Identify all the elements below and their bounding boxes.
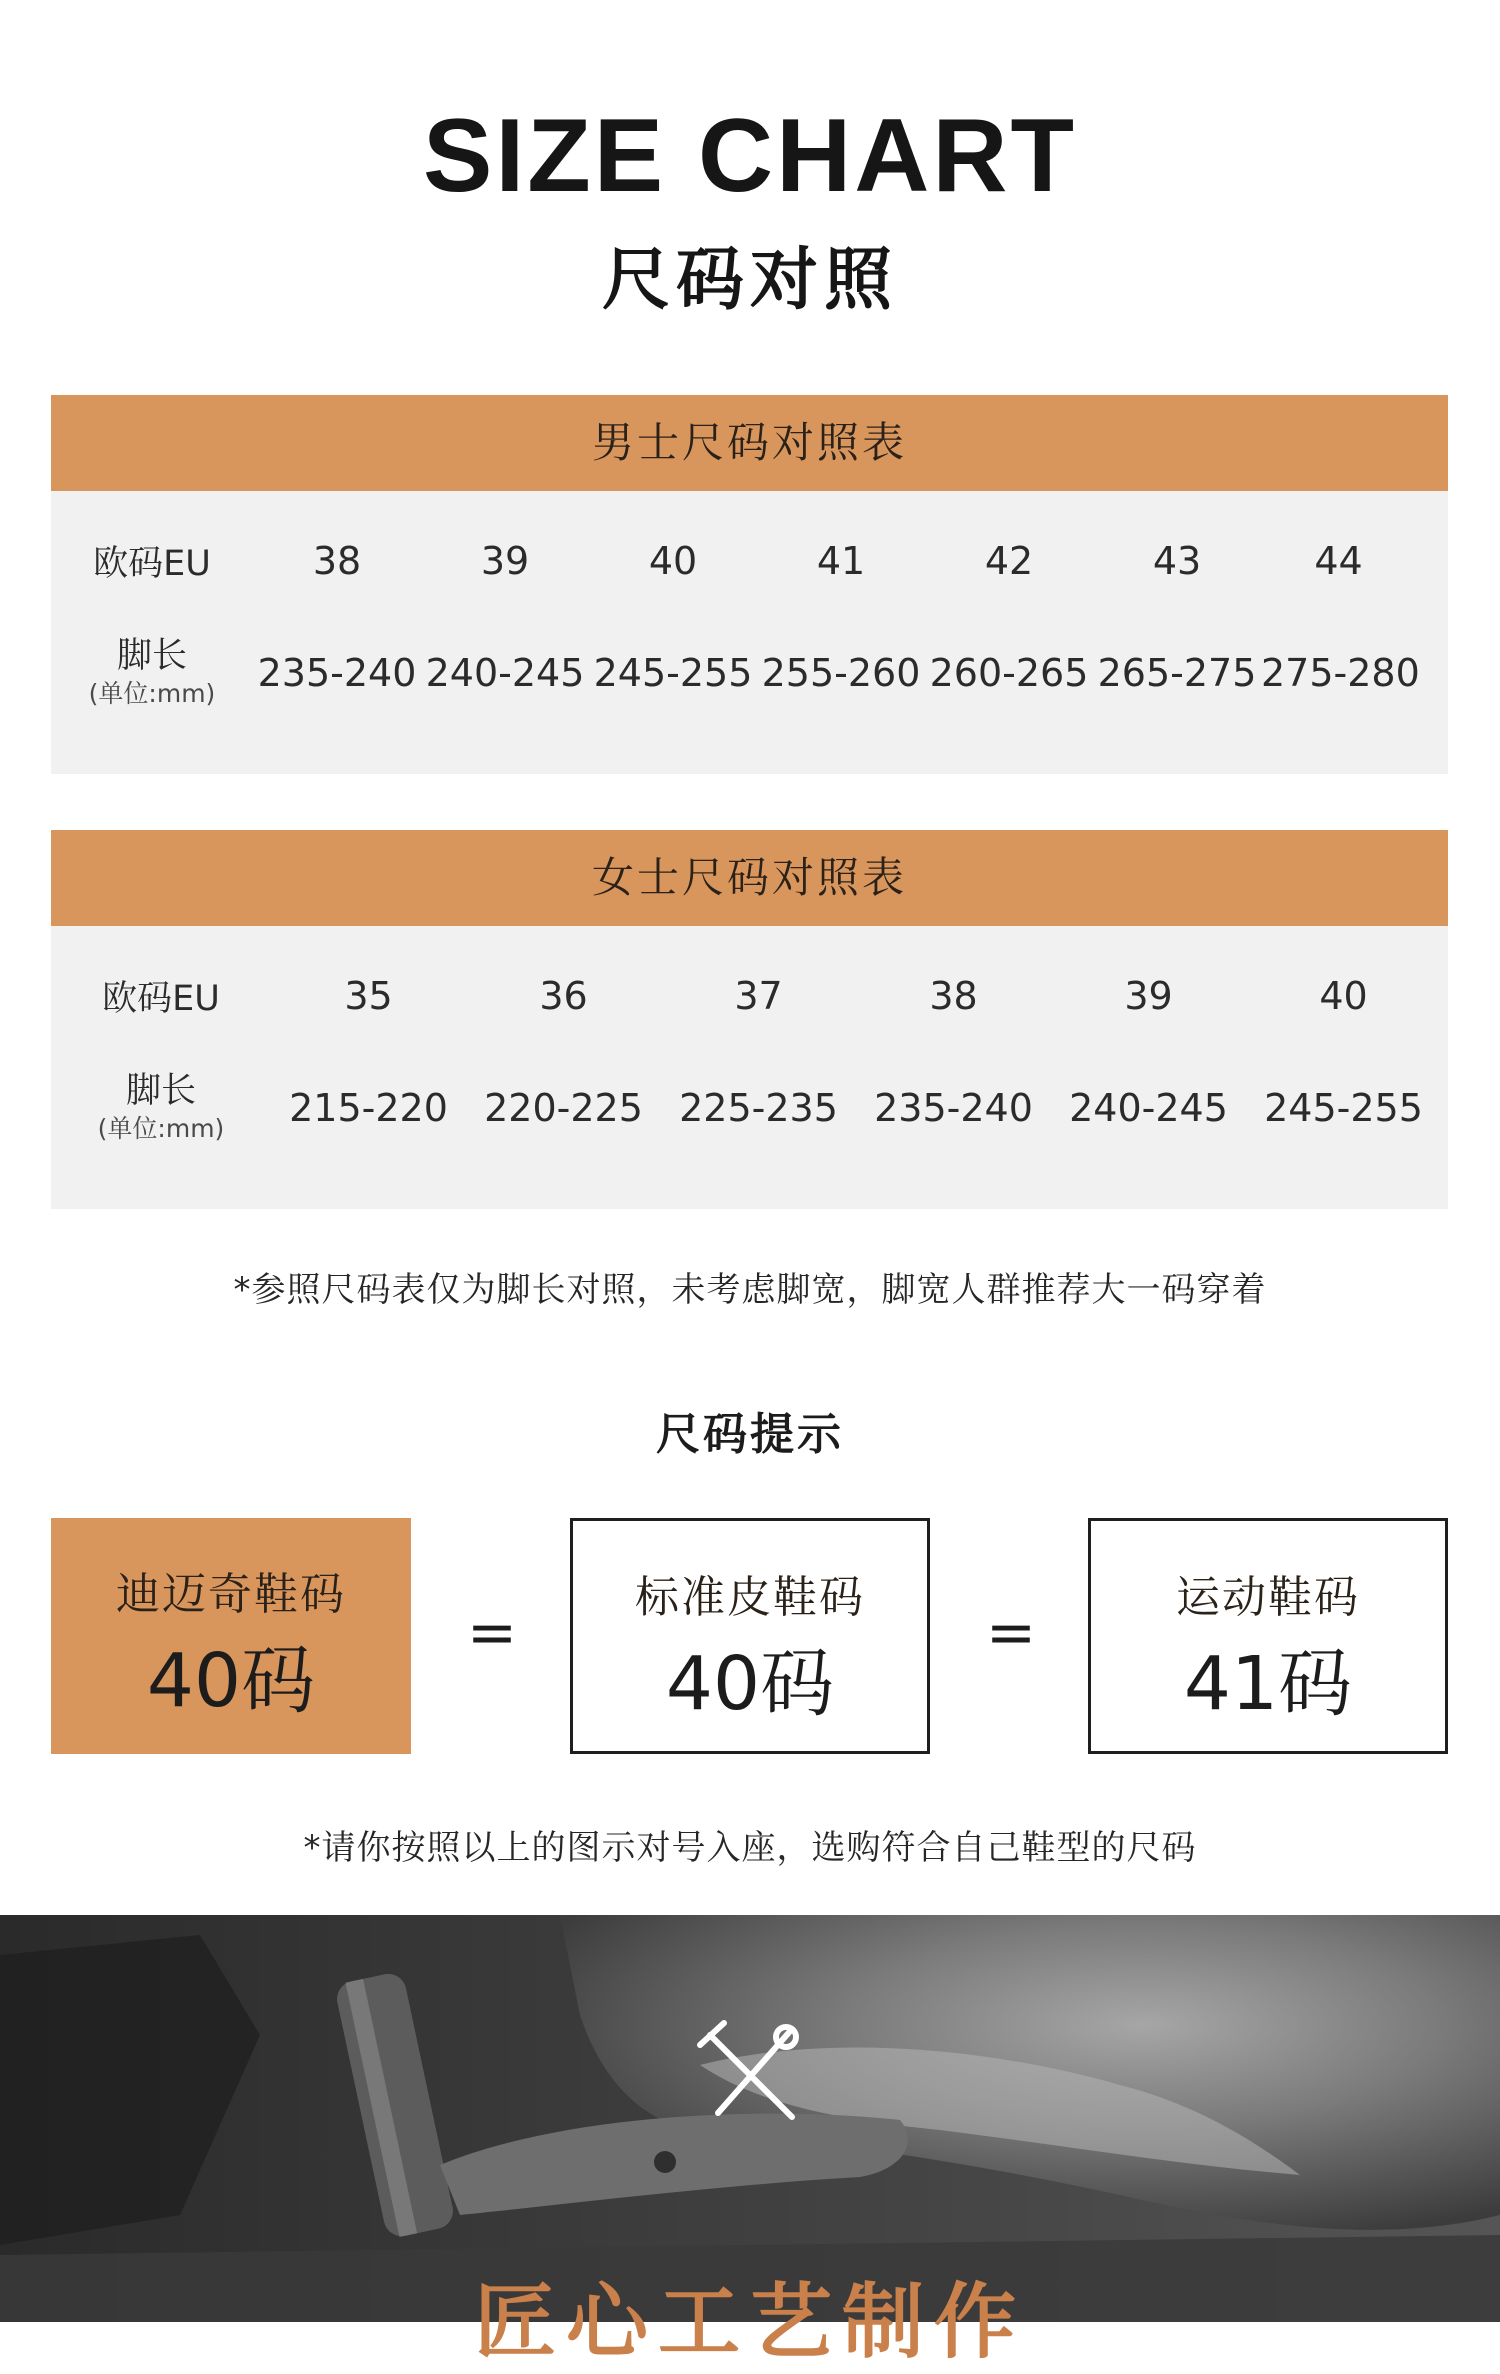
men-eu-size: 41: [816, 539, 866, 583]
sneaker-size-box: [1088, 1518, 1448, 1754]
men-eu-label: 欧码EU: [93, 544, 211, 584]
women-eu-size: 38: [929, 974, 978, 1018]
women-length-value: 220-225: [484, 1086, 643, 1130]
women-length-row: [51, 1066, 1448, 1150]
fit-note: *请你按照以上的图示对号入座，选购符合自己鞋型的尺码: [303, 1828, 1197, 1868]
women-length-value: 215-220: [289, 1086, 448, 1130]
women-length-unit: (单位:mm): [97, 1114, 225, 1143]
men-length-unit: (单位:mm): [88, 679, 216, 708]
men-length-value: 245-255: [593, 651, 753, 695]
men-length-value: 235-240: [257, 651, 417, 695]
men-length-label: [51, 635, 253, 711]
men-length-value: 255-260: [761, 651, 921, 695]
men-length-value: 260-265: [929, 651, 1089, 695]
sneaker-size-value: 41码: [1183, 1641, 1353, 1727]
women-length-value: 240-245: [1069, 1086, 1228, 1130]
men-eu-size: 39: [480, 539, 530, 583]
men-eu-row: [51, 529, 1448, 593]
women-length-label: [51, 1070, 271, 1146]
equals-sign: =: [985, 1598, 1037, 1668]
men-length-value: 240-245: [425, 651, 585, 695]
width-note: *参照尺码表仅为脚长对照，未考虑脚宽，脚宽人群推荐大一码穿着: [233, 1270, 1267, 1310]
women-eu-size: 36: [539, 974, 588, 1018]
women-eu-row: [51, 964, 1448, 1028]
brand-size-box: [51, 1518, 411, 1754]
page-subtitle: 尺码对照: [601, 241, 898, 320]
men-eu-size: 42: [984, 539, 1034, 583]
equals-sign: =: [466, 1598, 518, 1668]
men-length-value: 265-275: [1097, 651, 1257, 695]
men-eu-size: 44: [1314, 539, 1363, 583]
men-eu-size: 43: [1152, 539, 1202, 583]
page-title: SIZE CHART: [423, 98, 1077, 214]
women-eu-size: 40: [1319, 974, 1368, 1018]
women-length-title: 脚长: [125, 1071, 196, 1111]
men-table-header: 男士尺码对照表: [51, 395, 1448, 491]
women-table: [51, 926, 1448, 1209]
men-table: [51, 491, 1448, 774]
men-eu-size: 38: [312, 539, 362, 583]
craft-photo: [0, 1915, 1500, 2370]
sneaker-size-label: 运动鞋码: [1176, 1572, 1360, 1623]
dress-shoe-size-label: 标准皮鞋码: [635, 1572, 865, 1623]
women-table-header: 女士尺码对照表: [51, 830, 1448, 926]
banner-title: 匠心工艺制作: [473, 2275, 1026, 2370]
men-length-value: 275-280: [1261, 651, 1420, 695]
men-length-title: 脚长: [116, 636, 187, 676]
women-eu-size: 37: [734, 974, 783, 1018]
men-eu-size: 40: [648, 539, 698, 583]
men-length-row: [51, 631, 1448, 715]
brand-size-label: 迪迈奇鞋码: [116, 1569, 346, 1620]
brand-size-value: 40码: [146, 1638, 316, 1724]
women-length-value: 225-235: [679, 1086, 838, 1130]
women-eu-size: 35: [344, 974, 393, 1018]
women-length-value: 245-255: [1264, 1086, 1423, 1130]
tips-title: 尺码提示: [656, 1409, 844, 1460]
dress-shoe-size-box: [570, 1518, 930, 1754]
dress-shoe-size-value: 40码: [665, 1641, 835, 1727]
women-length-value: 235-240: [874, 1086, 1033, 1130]
women-eu-size: 39: [1124, 974, 1173, 1018]
women-eu-label: 欧码EU: [102, 979, 220, 1019]
